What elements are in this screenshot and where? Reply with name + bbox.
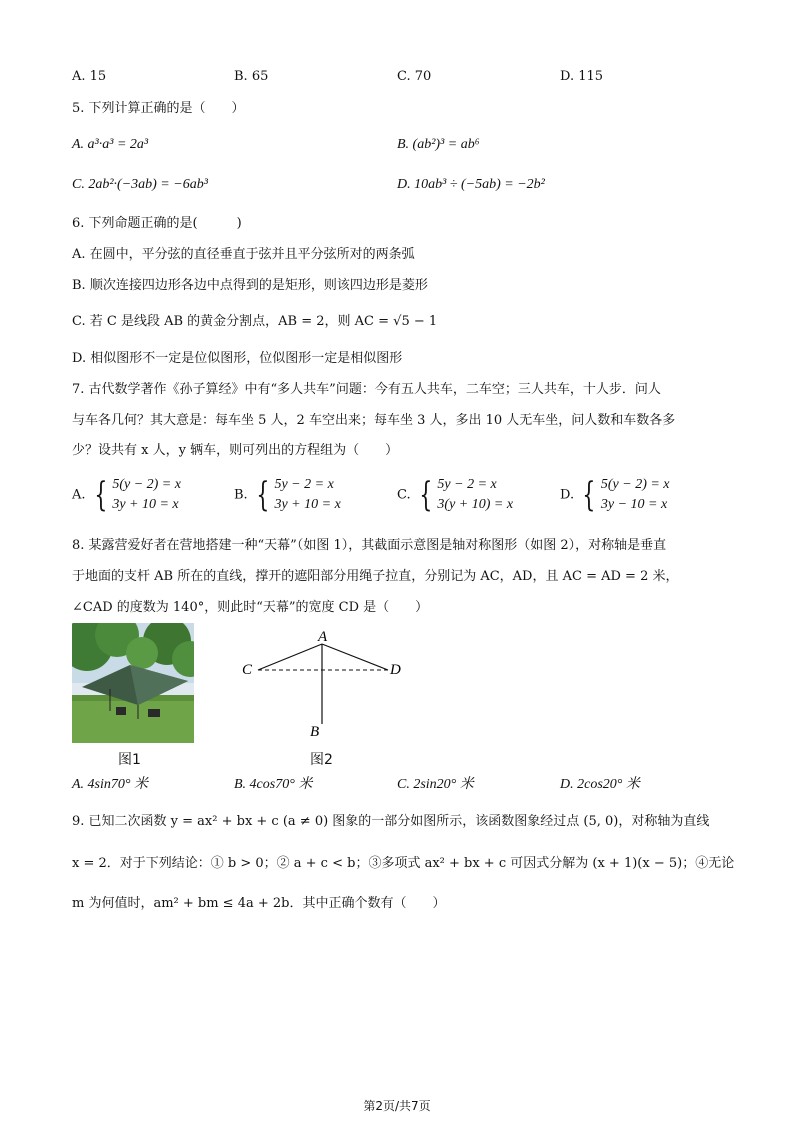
q6-option-a: A. 在圆中，平分弦的直径垂直于弦并且平分弦所对的两条弧 <box>72 247 415 262</box>
q6-stem: 6. 下列命题正确的是( ) <box>72 216 242 231</box>
q7-option-b <box>234 475 341 515</box>
equation: 3y + 10 = x <box>274 497 341 512</box>
brace-icon: { <box>256 475 270 515</box>
q8-option-d: D. 2cos20° 米 <box>560 777 640 792</box>
label-b: B <box>310 724 320 740</box>
equation: 3(y + 10) = x <box>437 497 514 512</box>
figure-2-diagram <box>236 626 416 742</box>
equation-system <box>252 475 341 515</box>
q5-option-a: A. a³·a³ = 2a³ <box>72 137 149 152</box>
q4-option-c: C. 70 <box>397 69 432 84</box>
q7-option-a <box>72 475 181 515</box>
label-a: A <box>318 629 328 645</box>
equation-system <box>578 475 669 515</box>
q8-option-c: C. 2sin20° 米 <box>397 777 474 792</box>
q9-line-1: 9. 已知二次函数 y = ax² + bx + c (a ≠ 0) 图象的一部分如图所示，该函数图象经过点 (5, 0)，对称轴为直线 <box>72 814 710 829</box>
equation-system <box>90 475 181 515</box>
q6-option-c: C. 若 C 是线段 AB 的黄金分割点，AB = 2，则 AC = √5 − 1 <box>72 314 438 329</box>
page-number: 第2页/共7页 <box>363 1099 431 1113</box>
q6-option-b: B. 顺次连接四边形各边中点得到的是矩形，则该四边形是菱形 <box>72 278 428 293</box>
q5-option-d: D. 10ab³ ÷ (−5ab) = −2b² <box>397 177 545 192</box>
equation: 3y + 10 = x <box>112 497 179 512</box>
q4-option-d: D. 115 <box>560 69 604 84</box>
q4-option-a: A. 15 <box>72 69 107 84</box>
line-ad <box>322 644 388 670</box>
equation: 5y − 2 = x <box>437 477 497 492</box>
q7-line-3: 少？设共有 x 人，y 辆车，则可列出的方程组为（ ） <box>72 443 399 458</box>
q7-line-1: 7. 古代数学著作《孙子算经》中有“多人共车”问题：今有五人共车，二车空；三人共车，十人步．问人 <box>72 382 661 397</box>
q5-option-c: C. 2ab²·(−3ab) = −6ab³ <box>72 177 208 192</box>
figure-2-caption: 图2 <box>310 752 333 768</box>
equation-system <box>415 475 513 515</box>
q7-option-d <box>560 475 670 515</box>
q5-option-b: B. (ab²)³ = ab⁶ <box>397 137 480 152</box>
equation: 3y − 10 = x <box>600 497 668 512</box>
q8-line-2: 于地面的支杆 AB 所在的直线，撑开的遮阳部分用绳子拉直，分别记为 AC，AD，且 AC = AD = 2 米， <box>72 569 679 584</box>
line-ac <box>258 644 322 670</box>
q7-option-c <box>397 475 513 515</box>
q8-option-b: B. 4cos70° 米 <box>234 777 313 792</box>
q8-option-a: A. 4sin70° 米 <box>72 777 148 792</box>
label-d: D <box>390 662 401 678</box>
q4-option-b: B. 65 <box>234 69 269 84</box>
q7-line-2: 与车各几何？其大意是：每车坐 5 人，2 车空出来；每车坐 3 人，多出 10 人无车坐，问人数和车数各多 <box>72 413 676 428</box>
q9-line-3: m 为何值时，am² + bm ≤ 4a + 2b．其中正确个数有（ ） <box>72 896 446 911</box>
label-c: C <box>242 662 253 678</box>
option-label: D. <box>560 487 575 503</box>
q5-stem: 5. 下列计算正确的是（ ） <box>72 101 245 116</box>
q8-line-1: 8. 某露营爱好者在营地搭建一种“天幕”（如图 1），其截面示意图是轴对称图形（如图 2），对称轴是垂直 <box>72 538 667 553</box>
brace-icon: { <box>582 475 596 515</box>
equation: 5(y − 2) = x <box>600 477 670 492</box>
option-label: A. <box>72 487 86 503</box>
q9-line-2: x = 2．对于下列结论：① b > 0；② a + c < b；③多项式 ax² + bx + c 可因式分解为 (x + 1)(x − 5)；④无论 <box>72 856 735 871</box>
q6-option-d: D. 相似图形不一定是位似图形，位似图形一定是相似图形 <box>72 351 403 366</box>
equation: 5y − 2 = x <box>274 477 334 492</box>
equation: 5(y − 2) = x <box>112 477 181 492</box>
brace-icon: { <box>94 475 107 515</box>
option-label: C. <box>397 487 411 503</box>
figure-1-photo <box>72 623 194 743</box>
brace-icon: { <box>419 475 433 515</box>
figure-1-caption: 图1 <box>118 752 141 768</box>
q8-line-3: ∠CAD 的度数为 140°，则此时“天幕”的宽度 CD 是（ ） <box>72 600 429 615</box>
option-label: B. <box>234 487 248 503</box>
